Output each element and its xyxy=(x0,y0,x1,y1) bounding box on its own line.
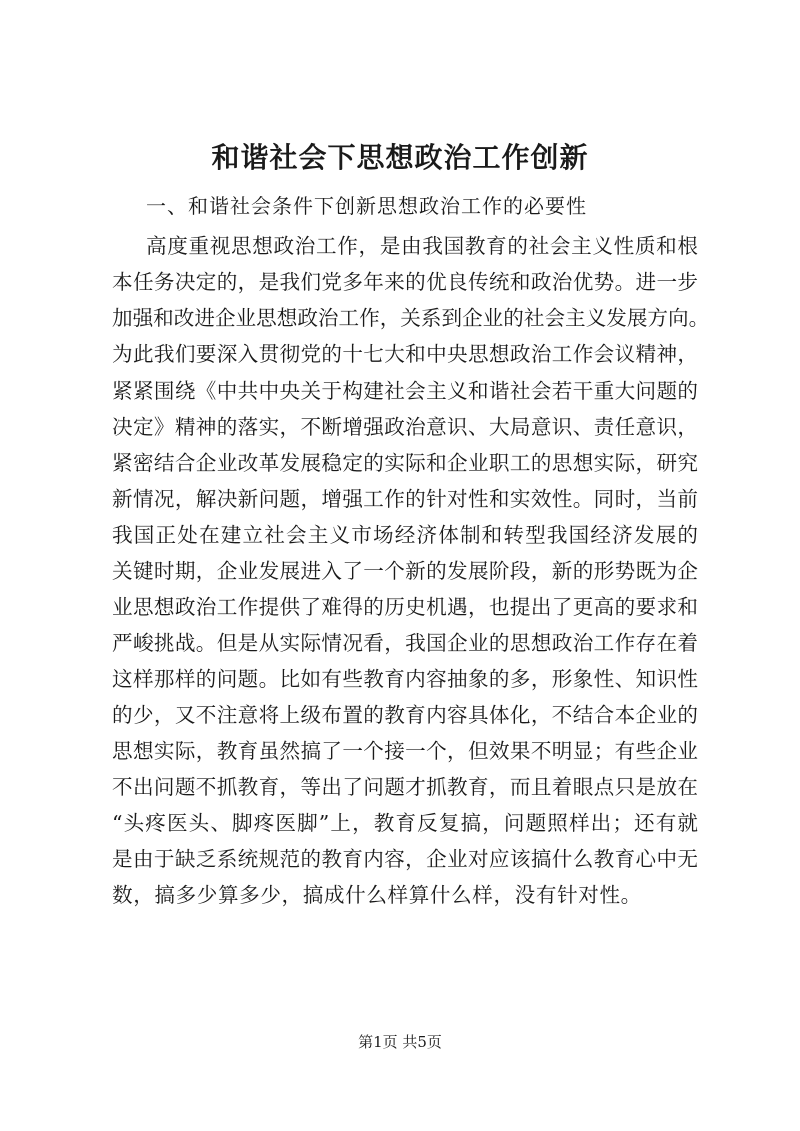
paragraph-line: 加强和改进企业思想政治工作，关系到企业的社会主义发展方向。 xyxy=(112,306,710,330)
paragraph-line: 紧密结合企业改革发展稳定的实际和企业职工的思想实际，研究 xyxy=(112,451,698,475)
paragraph-line: 我国正处在建立社会主义市场经济体制和转型我国经济发展的 xyxy=(112,523,698,547)
paragraph-line: 的少，又不注意将上级布置的教育内容具体化，不结合本企业的 xyxy=(112,703,698,727)
paragraph-line: 这样那样的问题。比如有些教育内容抽象的多，形象性、知识性 xyxy=(112,667,698,691)
paragraph-line: 是由于缺乏系统规范的教育内容，企业对应该搞什么教育心中无 xyxy=(112,847,698,871)
paragraph-line: 本任务决定的，是我们党多年来的优良传统和政治优势。进一步 xyxy=(112,270,698,294)
paragraph-line: 数，搞多少算多少，搞成什么样算什么样，没有针对性。 xyxy=(112,883,642,907)
paragraph-line: 不出问题不抓教育，等出了问题才抓教育，而且着眼点只是放在 xyxy=(112,775,698,799)
paragraph-line: 决定》精神的落实，不断增强政治意识、大局意识、责任意识， xyxy=(112,415,698,439)
paragraph-line: 为此我们要深入贯彻党的十七大和中央思想政治工作会议精神， xyxy=(112,342,698,366)
document-title: 和谐社会下思想政治工作创新 xyxy=(211,141,589,174)
paragraph-line: 严峻挑战。但是从实际情况看，我国企业的思想政治工作存在着 xyxy=(112,631,698,655)
paragraph-line: 思想实际，教育虽然搞了一个接一个，但效果不明显；有些企业 xyxy=(112,739,698,763)
paragraph-line: “头疼医头、脚疼医脚”上，教育反复搞，问题照样出；还有就 xyxy=(112,811,698,835)
paragraph-line: 关键时期，企业发展进入了一个新的发展阶段，新的形势既为企 xyxy=(112,559,698,583)
paragraph-line: 新情况，解决新问题，增强工作的针对性和实效性。同时，当前 xyxy=(112,487,698,511)
section-heading: 一、和谐社会条件下创新思想政治工作的必要性 xyxy=(146,194,587,218)
page-indicator: 第1页 共5页 xyxy=(358,1033,442,1051)
paragraph-line: 紧紧围绕《中共中央关于构建社会主义和谐社会若干重大问题的 xyxy=(112,379,698,403)
paragraph-line: 高度重视思想政治工作，是由我国教育的社会主义性质和根 xyxy=(146,234,698,258)
paragraph-line: 业思想政治工作提供了难得的历史机遇，也提出了更高的要求和 xyxy=(112,595,698,619)
